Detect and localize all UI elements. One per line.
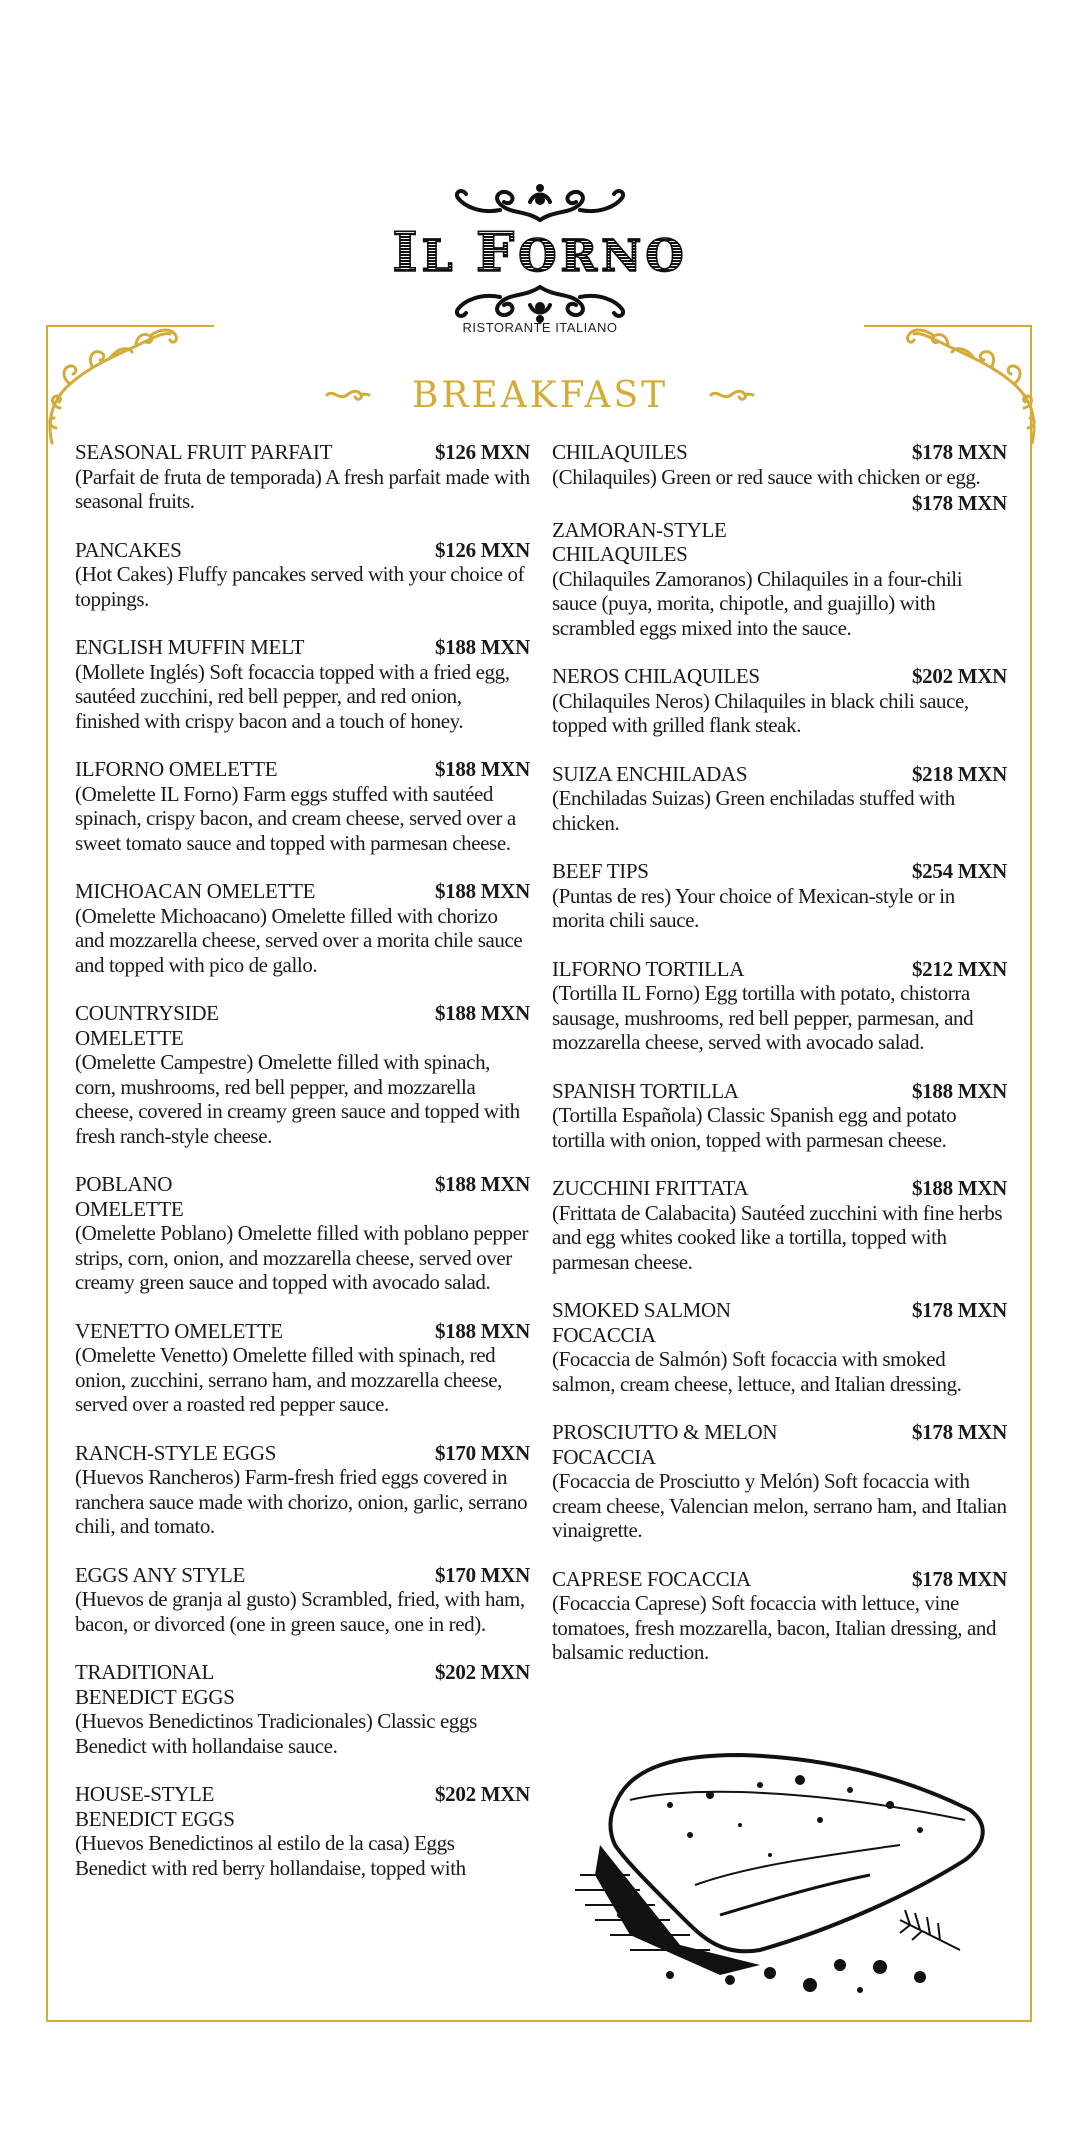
- restaurant-logo: [370, 180, 710, 330]
- menu-item: [75, 538, 530, 612]
- item-name: SMOKED SALMON FOCACCIA: [552, 1298, 731, 1347]
- focaccia-bread-illustration-icon: [570, 1735, 1000, 1995]
- item-name: MICHOACAN OMELETTE: [75, 879, 316, 903]
- item-price: $188 MXN: [434, 1172, 530, 1196]
- item-name: SUIZA ENCHILADAS: [552, 761, 748, 786]
- item-price: $188 MXN: [434, 757, 530, 781]
- section-title: BREAKFAST: [411, 374, 669, 416]
- item-description: (Omelette Poblano) Omelette filled with poblano pepper strips, corn, onion, and mozzarella cheese, served over creamy green sauce and topped with avocado salad.: [75, 1221, 529, 1294]
- item-description: (Focaccia Caprese) Soft focaccia with lettuce, vine tomatoes, fresh mozzarella, bacon, Italian dressing, and balsamic reduction.: [552, 1591, 997, 1664]
- menu-item: [552, 1420, 1007, 1543]
- item-price: $218 MXN: [911, 761, 1007, 786]
- item-name: ENGLISH MUFFIN MELT: [75, 635, 305, 659]
- item-description: (Omelette IL Forno) Farm eggs stuffed with sautéed spinach, crispy bacon, and cream cheese, served over a sweet tomato sauce and topped with parmesan cheese.: [75, 781, 516, 855]
- logo-letters-l: L: [421, 231, 476, 282]
- item-description: (Enchiladas Suizas) Green enchiladas stuffed with chicken.: [552, 786, 955, 835]
- item-name: SEASONAL FRUIT PARFAIT: [75, 440, 333, 464]
- item-name: CHILAQUILES: [552, 440, 688, 464]
- menu-item: [75, 1172, 530, 1295]
- item-price: $126 MXN: [434, 440, 530, 464]
- item-name: PANCAKES: [75, 537, 182, 562]
- item-price: $170 MXN: [434, 1562, 530, 1587]
- swirl-right-icon: [709, 387, 755, 403]
- item-description: (Omelette Venetto) Omelette filled with spinach, red onion, zucchini, serrano ham, and mozzarella cheese, served over a roasted red pepper sauce.: [75, 1343, 502, 1416]
- menu-item: [552, 957, 1007, 1055]
- menu-item: [75, 1660, 530, 1758]
- item-name: POBLANO OMELETTE: [75, 1172, 184, 1221]
- menu-item: [552, 762, 1007, 836]
- item-description: (Chilaquiles) Green or red sauce with chicken or egg.: [552, 464, 981, 489]
- item-name: SPANISH TORTILLA: [552, 1078, 739, 1103]
- item-description: (Focaccia de Salmón) Soft focaccia with smoked salmon, cream cheese, lettuce, and Italian dressing.: [552, 1347, 962, 1396]
- item-price: $254 MXN: [911, 859, 1007, 883]
- logo-letters-orno: ORNO: [518, 231, 688, 282]
- menu-item: [75, 1563, 530, 1637]
- item-description: (Chilaquiles Neros) Chilaquiles in black chili sauce, topped with grilled flank steak.: [552, 688, 969, 737]
- item-description: (Focaccia de Prosciutto y Melón) Soft focaccia with cream cheese, Valencian melon, serrano ham, and Italian vinaigrette.: [552, 1469, 1007, 1542]
- item-price: $202 MXN: [434, 1660, 530, 1684]
- menu-item: [75, 879, 530, 977]
- item-price: $178 MXN: [911, 1298, 1007, 1322]
- item-description: (Huevos Benedictinos al estilo de la casa) Eggs Benedict with red berry hollandaise, topped with: [75, 1831, 466, 1880]
- item-price: $178 MXN: [911, 440, 1007, 464]
- item-price: $202 MXN: [911, 664, 1007, 688]
- menu-item: [75, 635, 530, 733]
- logo-letter-f: F: [475, 220, 519, 284]
- menu-item: [552, 1079, 1007, 1153]
- item-name: ILFORNO OMELETTE: [75, 757, 278, 781]
- item-name: HOUSE-STYLE BENEDICT EGGS: [75, 1782, 235, 1831]
- menu-item: [552, 440, 1007, 489]
- item-description: (Frittata de Calabacita) Sautéed zucchini with fine herbs and egg whites cooked like a tortilla, topped with parmesan cheese.: [552, 1200, 1003, 1274]
- item-description: (Omelette Campestre) Omelette filled with spinach, corn, mushrooms, red bell pepper, and mozzarella cheese, covered in creamy green sauce and topped with fresh ranch-style cheese.: [75, 1050, 520, 1148]
- item-name: COUNTRYSIDE OMELETTE: [75, 1001, 219, 1050]
- item-price: $170 MXN: [434, 1440, 530, 1465]
- swirl-left-icon: [325, 387, 371, 403]
- restaurant-subtitle: RISTORANTE ITALIANO: [462, 320, 618, 335]
- item-price: $188 MXN: [434, 1318, 530, 1343]
- item-description: (Tortilla IL Forno) Egg tortilla with potato, chistorra sausage, mushrooms, red bell pepper, parmesan, and mozzarella cheese, served with avocado salad.: [552, 981, 974, 1054]
- item-description: (Huevos Benedictinos Tradicionales) Classic eggs Benedict with hollandaise sauce.: [75, 1709, 477, 1758]
- section-heading: [0, 372, 1080, 416]
- item-price: $188 MXN: [911, 1078, 1007, 1103]
- menu-item: [552, 491, 1007, 640]
- item-price: $188 MXN: [911, 1176, 1007, 1200]
- rosemary-sprig: [900, 1910, 960, 1950]
- menu-item: [552, 1176, 1007, 1274]
- logo-letter-i: I: [392, 220, 422, 284]
- menu-item: [75, 1782, 530, 1880]
- menu-item: [552, 664, 1007, 738]
- menu-column-right: [552, 440, 1007, 1689]
- item-description: (Hot Cakes) Fluffy pancakes served with your choice of toppings.: [75, 562, 525, 611]
- item-name: RANCH-STYLE EGGS: [75, 1440, 277, 1465]
- item-price: $202 MXN: [434, 1782, 530, 1806]
- item-name: BEEF TIPS: [552, 859, 649, 883]
- item-description: (Chilaquiles Zamoranos) Chilaquiles in a four-chili sauce (puya, morita, chipotle, and guajillo) with scrambled eggs mixed into the sauce.: [552, 566, 963, 640]
- restaurant-name: [370, 220, 710, 284]
- item-description: (Mollete Inglés) Soft focaccia topped with a fried egg, sautéed zucchini, red bell pepper, and red onion, finished with crispy bacon and a touch of honey.: [75, 659, 510, 733]
- menu-item: [75, 440, 530, 514]
- item-price: $188 MXN: [434, 635, 530, 659]
- item-name: NEROS CHILAQUILES: [552, 664, 760, 688]
- item-name: ILFORNO TORTILLA: [552, 956, 745, 981]
- item-price: $212 MXN: [911, 956, 1007, 981]
- menu-item: [552, 1567, 1007, 1665]
- item-description: (Huevos Rancheros) Farm-fresh fried eggs covered in ranchera sauce made with chorizo, onion, garlic, serrano chili, and tomato.: [75, 1465, 528, 1538]
- item-name: PROSCIUTTO & MELON FOCACCIA: [552, 1420, 778, 1469]
- item-name: TRADITIONAL BENEDICT EGGS: [75, 1660, 235, 1709]
- item-name: ZAMORAN-STYLE CHILAQUILES: [552, 517, 727, 566]
- menu-item: [75, 1319, 530, 1417]
- item-price: $188 MXN: [434, 1001, 530, 1025]
- item-name: EGGS ANY STYLE: [75, 1562, 246, 1587]
- item-price: $178 MXN: [911, 1420, 1007, 1444]
- item-price: $178 MXN: [911, 1566, 1007, 1591]
- item-price: $188 MXN: [434, 879, 530, 903]
- item-name: VENETTO OMELETTE: [75, 1318, 283, 1343]
- item-description: (Tortilla Española) Classic Spanish egg and potato tortilla with onion, topped with parmesan cheese.: [552, 1103, 957, 1152]
- menu-item: [552, 1298, 1007, 1396]
- menu-item: [552, 859, 1007, 933]
- top-flourish-icon: [430, 180, 650, 224]
- item-name: CAPRESE FOCACCIA: [552, 1566, 751, 1591]
- item-price: $126 MXN: [434, 537, 530, 562]
- menu-column-left: [75, 440, 530, 1904]
- item-price: $178 MXN: [911, 491, 1007, 515]
- menu-item: [75, 1001, 530, 1148]
- item-description: (Omelette Michoacano) Omelette filled with chorizo and mozzarella cheese, served over a morita chile sauce and topped with pico de gallo.: [75, 903, 523, 977]
- menu-item: [75, 757, 530, 855]
- item-name: ZUCCHINI FRITTATA: [552, 1176, 749, 1200]
- menu-item: [75, 1441, 530, 1539]
- item-description: (Huevos de granja al gusto) Scrambled, fried, with ham, bacon, or divorced (one in green sauce, one in red).: [75, 1587, 525, 1636]
- item-description: (Parfait de fruta de temporada) A fresh parfait made with seasonal fruits.: [75, 464, 530, 513]
- item-description: (Puntas de res) Your choice of Mexican-style or in morita chili sauce.: [552, 883, 955, 932]
